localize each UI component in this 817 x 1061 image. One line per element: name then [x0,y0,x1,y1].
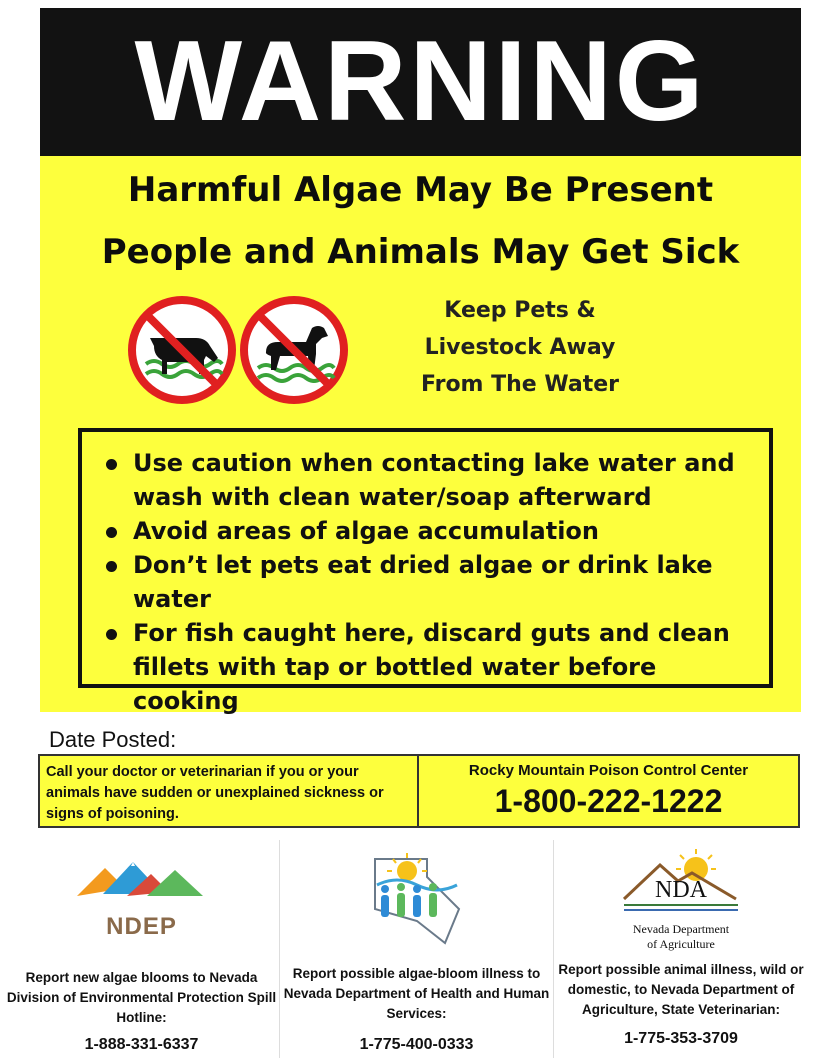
precaution-text: Use caution when contacting lake water and wash with clean water/soap afterward [133,449,735,511]
agency-contacts [4,840,808,1058]
agency-nda [554,840,808,1058]
nda-name-line: of Agriculture [647,936,715,951]
nda-logo-text: NDA [655,876,707,903]
bullet-dot [106,459,117,470]
poison-control [419,756,798,826]
precaution-text: Avoid areas of algae accumulation [133,517,599,545]
keep-away-line: From The Water [420,372,620,397]
precaution-text: Don’t let pets eat dried algae or drink lake water [133,551,713,613]
nda-logo [554,840,808,958]
precaution-text: For fish caught here, discard guts and clean fillets with tap or bottled water before cooking [133,619,730,715]
agency-instructions: Report possible algae-bloom illness to Nevada Department of Health and Human Services: [283,966,550,1021]
list-item [106,446,759,514]
agency-ndep [4,840,280,1058]
bullet-dot [106,629,117,640]
nevada-sun-icon [367,849,467,949]
mountains-icon [77,858,207,908]
bullet-dot [106,561,117,572]
keep-away-line: Keep Pets & [444,298,596,323]
list-item [106,548,759,616]
date-posted-label: Date Posted: [49,727,177,752]
doctor-advice: Call your doctor or veterinarian if you or your animals have sudden or unexplained sickness or signs of poisoning. [40,756,419,826]
bullet-dot [106,527,117,538]
agency-phone: 1-888-331-6337 [84,1036,199,1053]
agency-instructions: Report new algae blooms to Nevada Division of Environmental Protection Spill Hotline: [6,970,277,1025]
warning-header [40,8,801,156]
precautions-box [78,428,773,715]
agency-instructions: Report possible animal illness, wild or domestic, to Nevada Department of Agriculture, State Veterinarian: [558,962,804,1017]
contact-row [38,754,800,828]
list-item [106,514,759,548]
dhhs-logo [280,840,553,958]
headline-algae: Harmful Algae May Be Present [127,170,714,210]
warning-title: WARNING [134,18,707,145]
list-item [106,616,759,718]
no-dogs-in-water-icon [238,294,350,406]
ndep-logo-text: NDEP [106,912,177,940]
agency-phone: 1-775-353-3709 [624,1030,738,1047]
agency-phone: 1-775-400-0333 [359,1036,474,1053]
nda-name-line: Nevada Department [632,921,730,936]
warning-panel [40,156,801,715]
headline-sick: People and Animals May Get Sick [101,232,740,272]
no-livestock-in-water-icon [126,294,238,406]
poison-center-name: Rocky Mountain Poison Control Center [468,762,749,779]
ndep-logo [4,840,279,958]
agency-dhhs [280,840,554,1058]
keep-away-line: Livestock Away [424,335,616,360]
poison-center-phone: 1-800-222-1222 [494,783,723,819]
keep-away-message [400,292,640,403]
nda-mountain-icon [616,847,746,917]
